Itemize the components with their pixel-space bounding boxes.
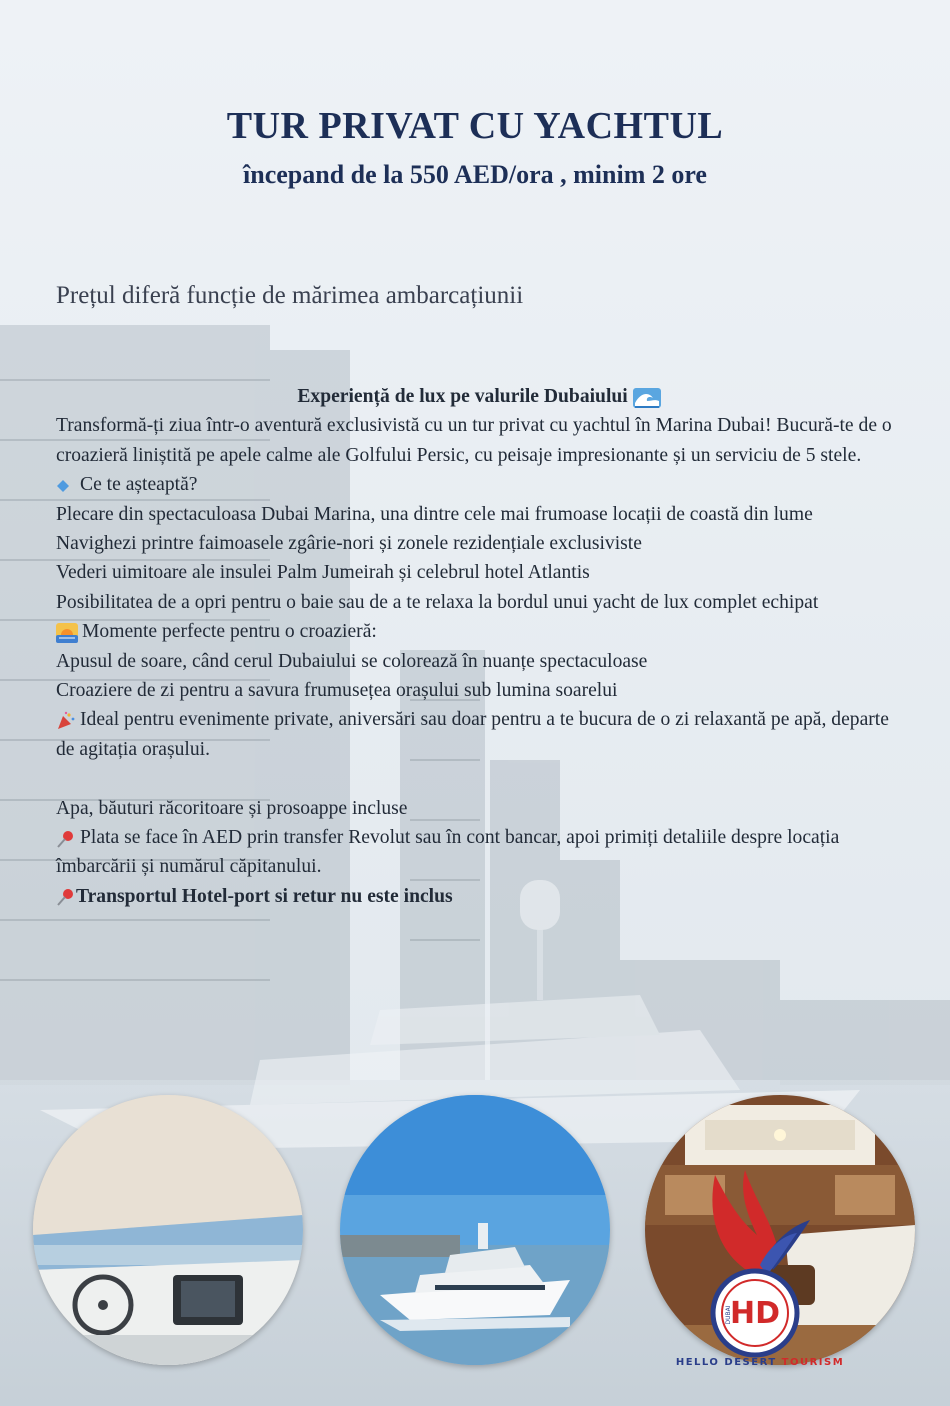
yacht-helm-photo (33, 1095, 303, 1365)
pushpin-icon (56, 829, 76, 849)
hello-desert-logo (685, 1165, 825, 1365)
pushpin-icon (56, 887, 76, 907)
logo-ring-text: DUBAI (725, 1305, 732, 1325)
description-text (56, 382, 906, 911)
sunset-icon (56, 623, 78, 643)
price-note: Prețul diferă funcție de mărimea ambarcațiunii (56, 282, 524, 309)
yacht-cruising-photo (340, 1095, 610, 1365)
expect-item: Posibilitatea de a opri pentru o baie sau de a te relaxa la bordul unui yacht de lux complet echipat (56, 591, 819, 613)
expect-item: Navighezi printre faimoasele zgârie-nori și zonele rezidențiale exclusiviste (56, 533, 642, 555)
section-heading: Experiență de lux pe valurile Dubaiului (56, 382, 906, 411)
moments-item: Croaziere de zi pentru a savura frumusețea orașului sub lumina soarelui (56, 680, 618, 702)
included-line: Apa, băuturi răcoritoare și prosoappe incluse (56, 797, 408, 819)
logo-wordmark: HELLO DESERT TOURISM (675, 1357, 845, 1368)
intro-paragraph: Transformă-ți ziua într-o aventură exclusivistă cu un tur privat cu yachtul în Marina Dubai! Bucură-te de o croazieră liniștită pe apele calme ale Golfului Persic, cu peisaje impresionante și un serviciu de 5 stele. (56, 415, 892, 466)
wave-icon (633, 388, 661, 408)
moments-title: Momente perfecte pentru o croazieră: (56, 617, 906, 646)
page-title: TUR PRIVAT CU YACHTUL (226, 105, 724, 147)
ideal-paragraph: Ideal pentru evenimente private, aniversări sau doar pentru a te bucura de o zi relaxantă pe apă, departe de agitația orașului. (56, 709, 889, 760)
party-popper-icon (56, 711, 76, 731)
transport-note: Transportul Hotel-port si retur nu este inclus (56, 882, 906, 911)
expect-item: Vederi uimitoare ale insulei Palm Jumeirah și celebrul hotel Atlantis (56, 562, 590, 584)
blue-diamond-icon (56, 479, 70, 493)
payment-paragraph: Plata se face în AED prin transfer Revolut sau în cont bancar, apoi primiți detaliile despre locația îmbarcării și numărul căpitanului. (56, 827, 840, 878)
moments-item: Apusul de soare, când cerul Dubaiului se colorează în nuanțe spectaculoase (56, 650, 648, 672)
logo-monogram: HD (729, 1296, 781, 1331)
price-subtitle: începand de la 550 AED/ora , minim 2 ore (243, 160, 707, 189)
expect-item: Plecare din spectaculoasa Dubai Marina, una dintre cele mai frumoase locații de coastă din lume (56, 503, 813, 525)
expect-title: Ce te așteaptă? (56, 470, 906, 499)
